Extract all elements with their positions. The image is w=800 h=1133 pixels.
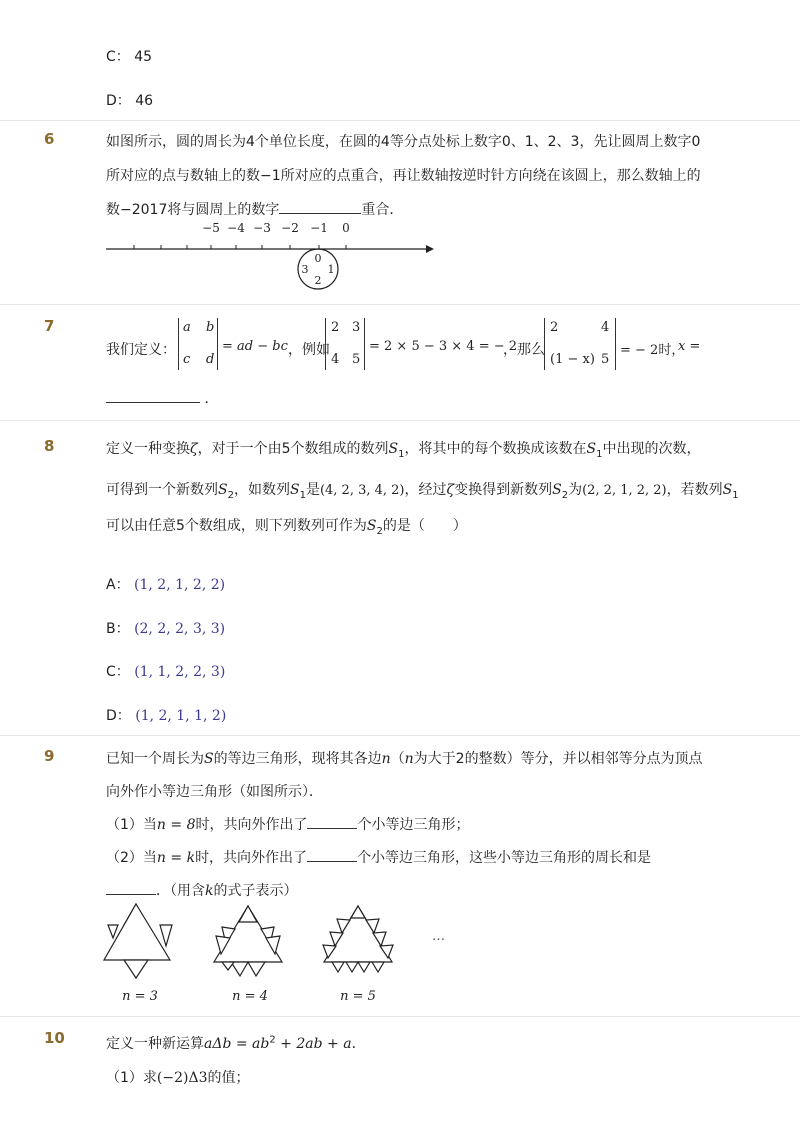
question-number: 6	[44, 130, 55, 148]
figure-n3	[104, 904, 172, 978]
figure-label: n = 4	[232, 989, 268, 1004]
tick-label: −3	[253, 221, 271, 235]
axis-arrow-icon	[426, 245, 434, 253]
example-result: = 2 × 5 − 3 × 4 = − 2	[369, 339, 518, 354]
question-var: x =	[678, 339, 701, 354]
q8-option-c[interactable]	[106, 661, 225, 681]
q8-option-a[interactable]	[106, 574, 225, 594]
question-number: 10	[44, 1029, 65, 1047]
q5-option-c[interactable]	[106, 46, 152, 66]
option-label: B：	[106, 621, 130, 637]
question-number: 8	[44, 437, 55, 455]
figure-n4	[214, 906, 282, 976]
divider	[0, 1016, 800, 1017]
determinant-example: 2 3 4 5	[325, 318, 365, 370]
tick-label: −1	[310, 221, 328, 235]
question-text: 所对应的点与数轴上的数−1所对应的点重合，再让数轴按逆时针方向绕在该圆上，那么数轴上的	[106, 168, 701, 184]
answer-blank[interactable]	[307, 814, 357, 829]
option-value: 46	[135, 93, 154, 109]
question-part: ．（用含k的式子表示）	[106, 880, 297, 900]
question-text: 向外作小等边三角形（如图所示）．	[106, 784, 323, 800]
def-result: = ad − bc	[222, 339, 288, 354]
then-label: ，那么	[503, 342, 545, 358]
question-text: 如图所示，圆的周长为4个单位长度，在圆的4等分点处标上数字0、1、2、3，先让圆周上数字0	[106, 134, 701, 150]
q7-prefix: 我们定义：	[106, 342, 176, 358]
q8-option-d[interactable]	[106, 705, 226, 725]
option-label: C：	[106, 49, 130, 65]
answer-blank[interactable]	[106, 880, 156, 895]
tick-label: 0	[342, 221, 350, 235]
question-text: 定义一种新运算$a\Delta b = ab^2 + 2ab + a$．	[106, 1034, 366, 1052]
divider	[0, 735, 800, 736]
figure-label: n = 5	[340, 989, 376, 1004]
divider	[0, 304, 800, 305]
circle-label: 2	[314, 274, 322, 287]
question-part: （1）求(−2)Δ3的值；	[106, 1070, 250, 1086]
option-label: A：	[106, 577, 130, 593]
question-text: 定义一种变换ζ，对于一个由5个数组成的数列$S_1$，将其中的每个数换成该数在$S_1$中出现的次数，	[106, 441, 701, 460]
question-part: （1）当n = 8时，共向外作出了 个小等边三角形；	[106, 814, 469, 834]
figure-n5	[323, 906, 393, 972]
circle-label: 0	[314, 252, 322, 265]
option-value: (1, 2, 1, 1, 2)	[135, 708, 227, 724]
tick-label: −5	[202, 221, 220, 235]
figure-label: n = 3	[122, 989, 158, 1004]
axis-ticks	[134, 245, 346, 249]
divider	[0, 420, 800, 421]
option-value: 45	[134, 49, 153, 65]
question-text: 已知一个周长为S的等边三角形，现将其各边n（n为大于2的整数）等分，并以相邻等分点为顶点	[106, 751, 703, 767]
option-label: C：	[106, 664, 130, 680]
example-label: ，例如	[288, 342, 330, 358]
q5-option-d[interactable]	[106, 90, 153, 110]
option-label: D：	[106, 708, 131, 724]
question-result: = − 2时，	[620, 343, 685, 358]
determinant-question: 2 4 (1 − x) 5	[544, 318, 616, 370]
answer-blank[interactable]	[307, 847, 357, 862]
circle-label: 1	[327, 263, 335, 276]
answer-blank[interactable]	[106, 388, 200, 403]
tick-label: −2	[281, 221, 299, 235]
question-text: 可以由任意5个数组成，则下列数列可作为$S_2$的是（ ）	[106, 518, 467, 537]
answer-line: ．	[106, 388, 218, 408]
determinant-def: a b c d	[178, 318, 218, 370]
question-text: 可得到一个新数列$S_2$，如数列$S_1$是(4, 2, 3, 4, 2)，经过ζ变换得到新数列$S_2$为(2, 2, 1, 2, 2)，若数列$S_1$	[106, 482, 739, 501]
option-value: (1, 2, 1, 2, 2)	[134, 577, 226, 593]
q8-option-b[interactable]	[106, 618, 225, 638]
triangle-figures	[100, 900, 460, 1010]
answer-blank[interactable]	[279, 199, 361, 214]
question-text: 数−2017将与圆周上的数字 重合．	[106, 199, 403, 219]
tick-label: −4	[227, 221, 245, 235]
option-value: (1, 1, 2, 2, 3)	[134, 664, 226, 680]
option-label: D：	[106, 93, 131, 109]
number-line-figure	[100, 216, 440, 296]
question-number: 7	[44, 317, 55, 335]
option-value: (2, 2, 2, 3, 3)	[134, 621, 226, 637]
question-number: 9	[44, 747, 55, 765]
question-part: （2）当n = k时，共向外作出了 个小等边三角形，这些小等边三角形的周长和是	[106, 847, 651, 867]
circle-label: 3	[301, 263, 309, 276]
ellipsis: …	[432, 929, 445, 944]
divider	[0, 120, 800, 121]
